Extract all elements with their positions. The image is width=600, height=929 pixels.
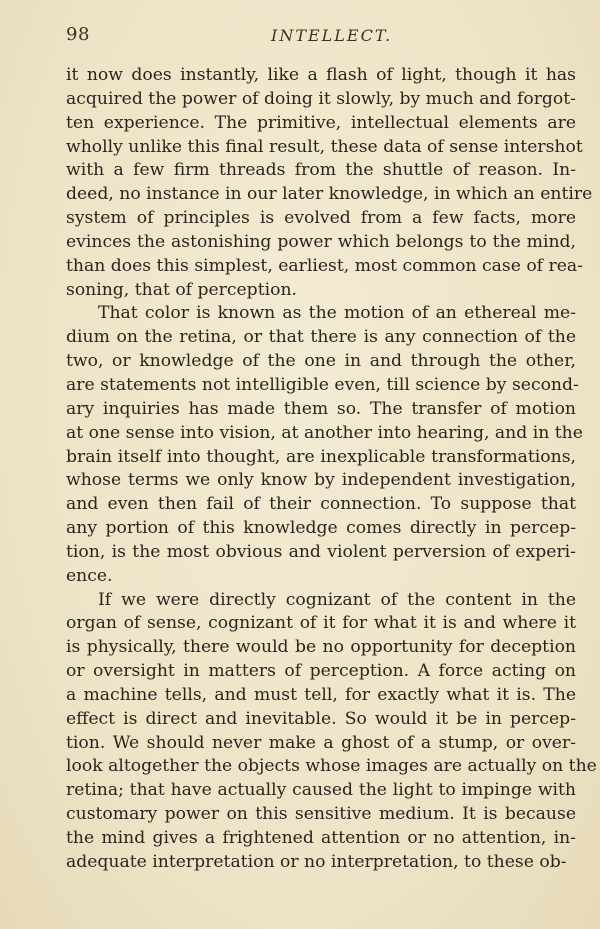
text-line: ary inquiries has made them so. The transfer of motion [66, 398, 576, 419]
text-line: the mind gives a frightened attention or no attention, in- [66, 828, 576, 848]
text-line: whose terms we only know by independent investigation, [66, 470, 576, 491]
text-line: is physically, there would be no opportunity for deception [66, 637, 576, 658]
text-line: tion. We should never make a ghost of a stump, or over- [66, 732, 576, 753]
text-line: soning, that of perception. [66, 279, 297, 300]
text-line: or oversight in matters of perception. A force acting on [66, 661, 576, 682]
text-line: wholly unlike this final result, these data of sense intershot [66, 136, 583, 157]
text-line: and even then fail of their connection. To suppose that [66, 494, 576, 515]
paragraph-3 [66, 589, 597, 875]
text-line: ten experience. The primitive, intellectual elements are [66, 112, 576, 133]
paragraph-1 [66, 64, 593, 302]
text-line: acquired the power of doing it slowly, by much and forgot- [66, 88, 576, 109]
text-line: effect is direct and inevitable. So would it be in percep- [66, 708, 576, 729]
text-line: That color is known as the motion of an ethereal me- [98, 303, 576, 324]
text-line: evinces the astonishing power which belongs to the mind, [66, 231, 576, 252]
text-line: adequate interpretation or no interpretation, to these ob- [66, 851, 567, 872]
text-line: retina; that have actually caused the light to impinge with [66, 780, 576, 801]
text-line: system of principles is evolved from a few facts, more [66, 208, 576, 229]
text-line: If we were directly cognizant of the content in the [98, 589, 576, 610]
running-head: INTELLECT. [271, 26, 393, 45]
text-line: organ of sense, cognizant of it for what it is and where it [66, 613, 576, 634]
text-line: it now does instantly, like a flash of light, though it has [66, 65, 576, 85]
text-line: deed, no instance in our later knowledge, in which an entire [66, 184, 593, 205]
text-line: dium on the retina, or that there is any connection of the [66, 327, 576, 348]
text-line: at one sense into vision, at another into hearing, and in the [66, 422, 583, 443]
text-line: two, or knowledge of the one in and through the other, [66, 351, 576, 372]
paragraph-2 [66, 302, 583, 588]
text-line: with a few firm threads from the shuttle of reason. In- [66, 160, 576, 181]
text-line: are statements not intelligible even, till science by second- [66, 374, 579, 395]
body-text [66, 64, 597, 875]
text-line: look altogether the objects whose images are actually on the [66, 756, 597, 777]
text-line: a machine tells, and must tell, for exactly what it is. The [66, 684, 576, 705]
text-line: brain itself into thought, are inexplicable transformations, [66, 446, 576, 467]
text-line: ence. [66, 565, 113, 586]
text-line: tion, is the most obvious and violent perversion of experi- [66, 541, 576, 562]
text-line: than does this simplest, earliest, most common case of rea- [66, 255, 583, 276]
page-number: 98 [66, 24, 90, 45]
page-header [66, 0, 576, 48]
text-line: customary power on this sensitive medium. It is because [66, 804, 576, 825]
text-line: any portion of this knowledge comes directly in percep- [66, 518, 576, 539]
